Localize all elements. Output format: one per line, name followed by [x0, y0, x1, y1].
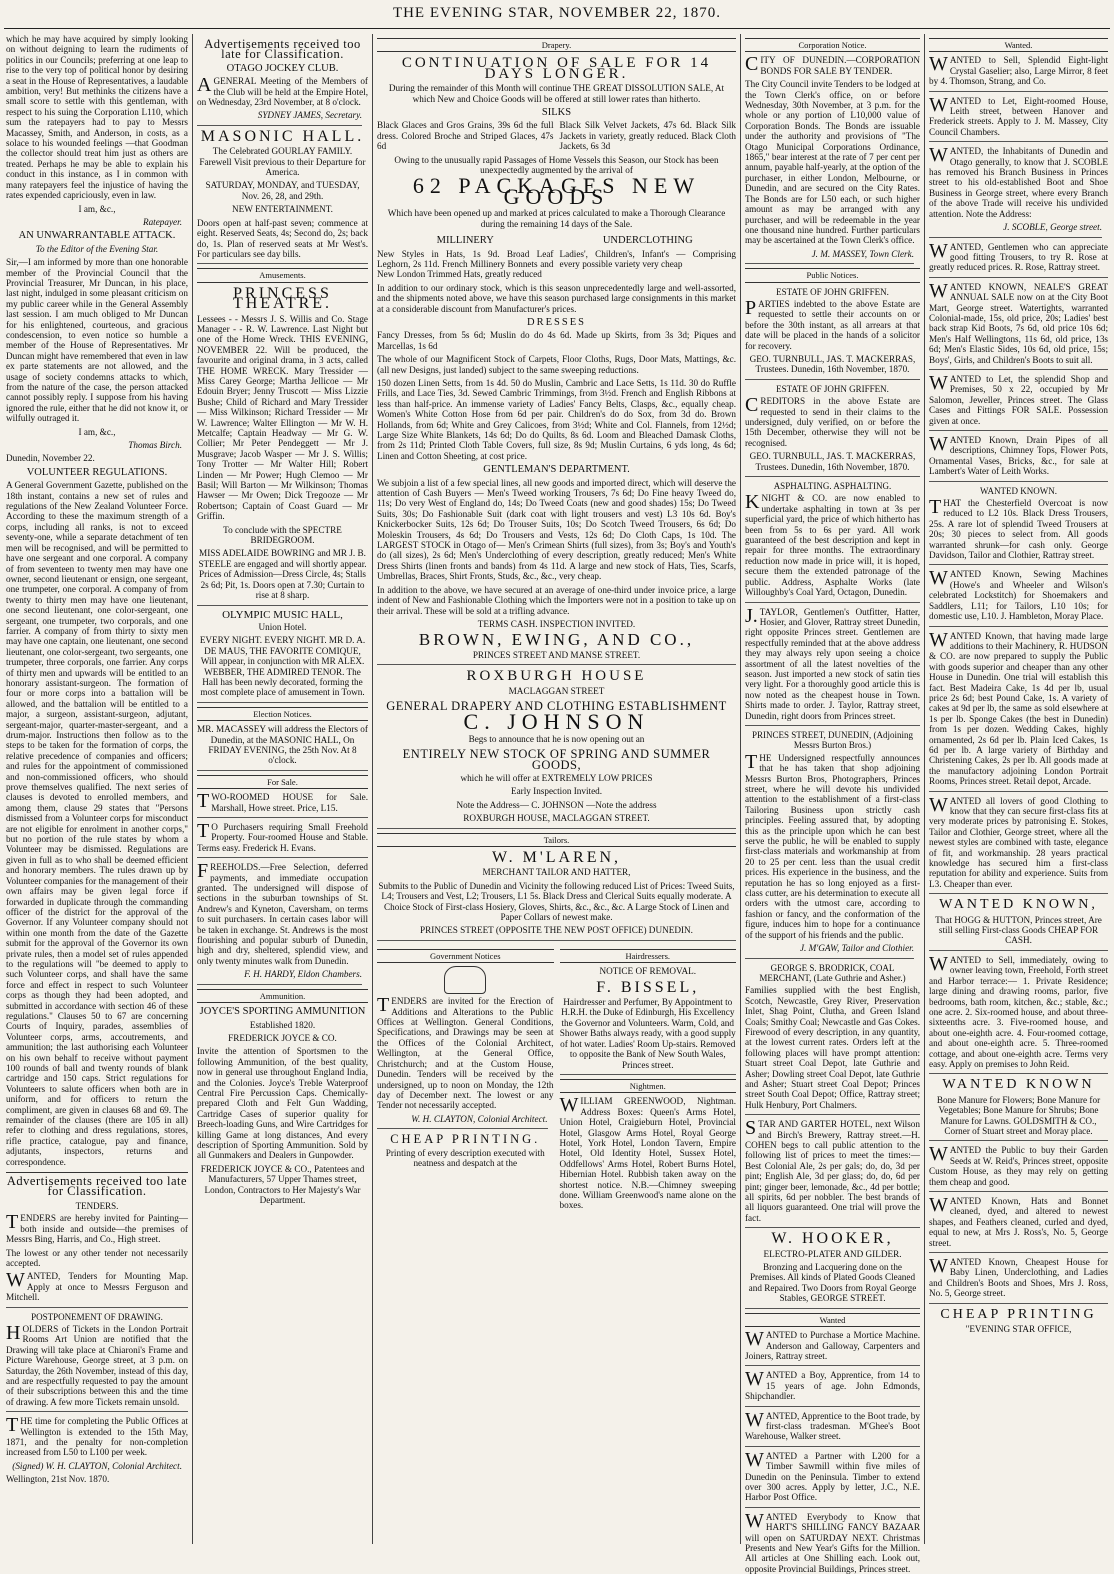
olympic-heading: OLYMPIC MUSIC HALL,	[222, 608, 343, 621]
hairdresser-name: F. BISSEL,	[596, 978, 700, 996]
wanted-ad-7: WANTED Known, Drain Pipes of all descriptions, Chimney Tops, Flower Pots, Ornamental Vases, Bricks, &c., for sale at Lambert's Water of Leith Works.	[929, 435, 1108, 482]
election-section: Election Notices.	[197, 707, 368, 721]
johnson-note-address: Note the Address— C. JOHNSON —Note the address	[456, 799, 657, 810]
wanted-ad-10: WANTED Known, that having made large additions to their Machinery, R. HUDSON & CO. are now prepared to supply the Public with goods superior and cheaper than any other House in Dunedin. One trial will establish this fact. Best Madeira Cake, 1s 4d per lb, usual price 2s 6d; best Pound Cake, 1s. A variety of cakes at 9d per lb, the same as sold elsewhere at 1s per lb. Sponge Cakes (the best in Dunedin) from 1s per dozen. Wedding Cakes, highly ornamented, 2s 6d per lb. Plain Iced Cakes, 1s 6d per lb. A large variety of Birthday and Christening Cakes, 2s per lb. All goods made at the manufactory adjoining London Portrait Rooms, Princes street. Retail depot, Arcade.	[929, 631, 1108, 792]
column-2	[197, 34, 368, 1546]
ammunition-established: Established 1820.	[249, 1019, 316, 1030]
volunteer-body: A General Government Gazette, published on the 18th instant, contains a new set of rules and regulations of the New Zealand Volunteer Force. According to these the maximum strength of a corps, including all ranks, is not to exceed seventy-one, while a separate detachment of ten men will be recognised, and will be permitted to have one sergeant and one corporal. A company of from seventeen to twenty men may have one owner, second lieutenant or ensign, one sergeant, one trumpeter, one corporal. A company of from twenty to thirty men may have one lieutenant, one second lieutenant, one color-sergeant, one sergeant, one trumpeter, two corporals, and one farrier. A company of from thirty to sixty men may have one captain, one lieutenant, one second lieutenant, one color-sergeant, two sergeants, one trumpeter, three corporals, one farrier. Any corps of thirty men and upwards will be entitled to an honorary assistant-surgeon. The formation of four or more corps into a battalion will be allowed, and the battalion will be entitled to a major, a surgeon, assistant-surgeon, adjutant, sergeant-major, quarter-master-sergeant, and a drum-major. Instructions then follow as to the steps to be taken for the formation of corps, the relative precedence of companies and officers; and rules for the appointment of commissioned and non-commissioned officers, who should prove themselves qualified. The next series of clauses is devoted to enrolled members, and among them, clause 29 states that "Persons dismissed from a Volunteer corps for misconduct are not eligible for enrolment in another corps," but no portion of the rule states by whom a Volunteer may be dismissed. Regulations are given in full as to who shall be deemed efficient and honorary members. The rules drawn up by Volunteer companies for the management of their own affairs may be given legal force if forwarded in duplicate through the commanding officer of the district for the approval of the Governor. If any Volunteer company should not within one month from the date of the Gazette submit for the approval of the Governor its own private rules, then a model set of rules appended to the regulations will "be deemed to apply to such Volunteer corps, and shall have the same force and effect in respect to such Volunteer corps as though they had been adopted, and submitted in accordance with section 46 of these regulations." Clauses 50 to 67 are concerning Courts of Inquiry, parades, assemblies of Volunteer corps, arms, accoutrements, and ammunition; the last authorising each Volunteer on his own behalf to receive without payment 100 rounds of ball and twenty rounds of blank cartridge and 150 caps. Strict regulations for Volunteers to salute officers when both are in uniform, and for officers to return the compliment, are given in clauses 68 and 69. The remainder of the clauses (there are 105 in all) refer to clothing and dress regulations, stores, rifle practice, catalogue, pay and finance, adjutants, inspectors, returns and correspondence.	[6, 480, 188, 1167]
time-extension-signature: (Signed) W. H. CLAYTON, Colonial Architect.	[12, 1460, 182, 1471]
time-extension-date: Wellington, 21st Nov. 1870.	[6, 1474, 110, 1485]
hairdresser-title: NOTICE OF REMOVAL.	[599, 966, 697, 977]
johnson-early: Early Inspection Invited.	[510, 786, 603, 797]
wanted-known-heading: WANTED KNOWN.	[980, 485, 1057, 496]
ammunition-signature: FREDERICK JOYCE & CO., Patentees and Manufacturers, 57 Upper Thames street, London, Contractors to Her Majesty's War Department.	[200, 1163, 365, 1205]
princess-theatre-heading: PRINCESS THEATRE.	[232, 284, 333, 313]
nightmen-section: Nightmen.	[560, 1079, 737, 1093]
taylor-ad: J.TAYLOR, Gentlemen's Outfitter, Hatter, Hosier, and Glover, Rattray street Dunedin, right opposite Princes street. Gentlemen are respectfully reminded that at the above address they may always rely upon seeing a choice assortment of all the latest novelties of the season. Just imported a new stock of satin ties very light. For a thoroughly good article this is now noted as the cheapest house in Town. Shirts made to order. J. Taylor, Rattray street, Dunedin, right doors from Princes street.	[745, 607, 920, 726]
silks-left: Black Glaces and Gros Grains, 39s 6d the full dress. Colored Broche and Striped Glaces, 47s 6d	[377, 120, 554, 152]
public-notices-section: Public Notices.	[745, 268, 920, 282]
cheap-printing-heading: CHEAP PRINTING	[940, 1306, 1097, 1322]
johnson-announce: Begs to announce that he is now opening out an	[468, 733, 645, 744]
tailors-section: Tailors.	[377, 833, 736, 847]
government-signature: W. H. CLAYTON, Colonial Architect.	[377, 1114, 548, 1129]
letter-body: which he may have acquired by simply looking on without deigning to learn the rudiments of politics in our Councils; preferring at one leap to rise to the very top of political honor by desiring a seat in the House of Representatives, a laudable ambition, very! But methinks the citizens have a small score to settle with this gentleman, with respect to his suing the Corporation L110, which sum the ratepayers had to pay to Messrs Macassey, Smith, and Anderson, in costs, as a solace to his wounded feelings —that Goodman the collector should treat him just as others are treated. Perhaps he may be able to explain his conduct in this instance, as I in common with many ratepayers feel the injustice of having the rates expended capriciously, even in law.	[6, 34, 188, 201]
column-5	[929, 34, 1108, 1546]
column-rule	[192, 34, 193, 1544]
postponement-ad: HOLDERS of Tickets in the London Portrait Rooms Art Union are notified that the Drawing will take place at Chiaroni's Frame and Picture Warehouse, George street, at 3 p.m. on Saturday, the 26th November, instead of this day, and are respectfully requested to pay the amount of their subscriptions between this and the time of drawing. A few more Tickets remain unsold.	[6, 1324, 188, 1412]
millinery-body: New Styles in Hats, 1s 9d. Broad Leaf Leghorn, 2s 11d. French Millinery Bonnets and New London Trimmed Hats, greatly reduced	[377, 248, 554, 280]
letter-signature: Ratepayer.	[142, 216, 182, 227]
wanted-ad-3: WANTED, Apprentice to the Boot trade, by first-class tradesman. M'Ghee's Boot Warehouse, Walker street.	[745, 1411, 920, 1447]
attack-date: Dunedin, November 22.	[6, 453, 95, 464]
mgaw-body: THE Undersigned respectfully announces that he has taken that shop adjoining Messrs Burton Bros, Photographers, Princes street, where he will devote his undivided attention to the establishment of a first-class Tailoring Business upon strictly cash principles. Feeling assured that, by adopting this as the principle upon which he can best serve the public, he will be enabled to supply first-class materials and workmanship at from 20 to 25 per cent. less than the usual credit prices. His experience in the business, and the reputation he has so long enjoyed as a first-class cutter, are his determination to execute all orders with the utmost care, according to fashion or fancy, and the conformation of the figure, induces him to hope for a continuance of the support of his friends and the public.	[745, 750, 920, 940]
gents-end: In addition to the above, we have secured at an average of one-third under invoice price, a large indent of New and Fashionable Clothing which the Importers were not in a position to take up on their arrival. These will be sold at a trifling advance.	[377, 584, 736, 616]
forsale-ad-3: FREEHOLDS.—Free Selection, deferred payments, and immediate occupation granted. The undersigned will dispose of sections in the suburban townships of St. Andrew's and Kyneton, Caversham, on terms to suit purchasers. In certain cases labor will be taken in exchange. St. Andrews is the most flourishing and popular suburb of Dunedin, high and dry, sheltered, splendid view, and only twenty minutes walk from Dunedin.	[197, 860, 368, 966]
wanted-ad-9: WANTED Known, Sewing Machines (Howe's and Wheeler and Wilson's celebrated Lockstitch) for Shoemakers and Saddlers, L11; for Tailors, L10 10s; for domestic use, L10. J. Hambleton, Moray Place.	[929, 569, 1108, 626]
wanted-ad-4: WANTED, Gentlemen who can appreciate good fitting Trousers, to try R. Rose at greatly reduced prices. R. Rose, Rattray street.	[929, 242, 1108, 278]
tenders-note: The lowest or any other tender not necessarily accepted.	[6, 1247, 188, 1268]
brown-ewing-address: PRINCES STREET AND MANSE STREET.	[377, 650, 736, 665]
wanted-ad-15: WANTED the Public to buy their Garden Seeds at W. Reid's, Princes street, opposite Custom House, as they may rely on getting them cheap and good.	[929, 1145, 1108, 1192]
estate-1-body: PARTIES indebted to the above Estate are requested to settle their accounts on or before the 30th instant, as all arrears at that date will be placed in the hands of a solicitor for recovery.	[745, 296, 920, 351]
hooker-name: W. HOOKER,	[771, 1230, 894, 1248]
wanted-ad-11: WANTED all lovers of good Clothing to know that they can secure first-class fits at very moderate prices by patronising E. Stokes, Tailor and Clothier, George street, where all the newest styles are combined with taste, elegance of fit, and workmanship. 28 years practical knowledge has secured him a first-class reputation for ability and experience. Suits from L3. Cheaper than ever.	[929, 796, 1108, 895]
time-extension-ad: THE time for completing the Public Offices at Wellington is extended to the 15th May, 1871, and the penalty for non-completion increased from L50 to L100 per week.	[6, 1414, 188, 1458]
princess-theatre-body: Lessees - - Messrs J. S. Willis and Co. Stage Manager - - R. W. Lawrence. Last Night but one of the Home Wreck. THIS EVENING, NOVEMBER 22. Will be produced, the favourite and original drama, in 3 acts, called THE HOME WRECK. Mary Tressider — Miss Carey George; Martha Jellicoe — Mr Edouin Bryer; Jenny Truscott — Miss Lizzie Bushe; Child of Richard and Mary Tressider — Miss Wilkinson; Richard Tressider — Mr W. Lawrence; Walter Ellington — Mr W. H. Metcalfe; Captain Headway — Mr G. W. Collier; Mr Peter Pendeggett — Mr J. Musgrave; Jacob Wasper — Mr J. S. Willis; Tony Trotter — Mr Walter Hill; Robert Linden — Mr Power; Hugh Clemoo — Mr Basil; Will Barton — Mr Wilkinson; Thomas Hawser — Mr Owen; Dick Tregooze — Mr Robertson; Captain of Coast Guard — Mr Griffin.	[197, 313, 368, 522]
olympic-sub: Union Hotel.	[258, 621, 307, 632]
election-ad: MR. MACASSEY will address the Electors of Dunedin, at the MASONIC HALL, On FRIDAY EVENING, the 25th Nov. At 8 o'clock.	[197, 724, 368, 771]
maclaren-body: Submits to the Public of Dunedin and Vicinity the following reduced List of Prices: Tweed Suits, L4; Trousers and Vest, L2; Trousers, L1 5s. Black Dress and Clerical Suits equally moderate. A Choice Stock of First-class Hosiery, Gloves, Shirts, &c., &c., &c. A Large Stock of Linen and Paper Collars of newest make.	[378, 880, 735, 923]
volunteer-headline: VOLUNTEER REGULATIONS.	[26, 466, 168, 478]
underclothing-heading: UNDERCLOTHING	[602, 235, 693, 247]
corporation-section: Corporation Notice.	[745, 38, 920, 52]
masthead-rule	[4, 28, 1110, 29]
linen-list: 150 dozen Linen Setts, from 1s 4d. 50 do Muslin, Cambric and Lace Setts, 1s 11d. 30 do Ruffle Frills, and Lace Ties, 3d. Sewed Cambric Trimmings, from 3½d. French and English Ribbons at less than half-price. An immense variety of Ladies' Fancy Belts, Clasps, &c., equally cheap. Women's White Cotton Hose from 6d per pair. Children's do do Sox, from 3d do. Brown Hollands, from 6d; White and Grey Calicoes, from 3½d; White and Col. Flannels, from 12½d; Large Size White Blankets, 14s 6d; Do do Quilts, 8s 6d. Loom and Bleached Damask Cloths, from 2s 11d; Printed Cloth Table Covers, full size, 8s 9d; Muslin Curtains, 6 yds long, 4s 6d; Linen and Cotton Sheeting, at cost price.	[377, 377, 736, 461]
wanted-ad-6: WANTED to Let, the splendid Shop and Premises, 50 x 22, occupied by Mr Salomon, Jeweller, Princes street. The Glass Cases and Fittings FOR SALE. Possession given at once.	[929, 374, 1108, 431]
wanted-known-heading-3: WANTED KNOWN	[942, 1077, 1095, 1093]
brodrick-heading: GEORGE S. BRODRICK, COAL MERCHANT, (Late Guthrie and Asher.)	[759, 962, 906, 983]
late-ads-heading: Advertisements received too late for Classification.	[6, 1174, 188, 1199]
wanted-ad-16: WANTED Known, Hats and Bonnet cleaned, dyed, and altered to newest shapes, and Feathers cleaned, curled and dyed, equal to new, at Mrs J. Ross's, No. 5, George street.	[929, 1196, 1108, 1253]
owing-text: Owing to the unusually rapid Passages of Home Vessels this Season, our Stock has been unexpectedly augmented by the arrival of	[394, 154, 719, 176]
nightman-ad: WILLIAM GREENWOOD, Nightman. Address Boxes: Queen's Arms Hotel, Union Hotel, Craigieburn Hotel, Provincial Hotel, Glasgow Arms Hotel, Royal George Hotel, York Hotel, London Tavern, Empire Hotel, Old Identity Hotel, Sussex Hotel, Oddfellows' Arms Hotel, Robert Burns Hotel, Hibernian Hotel. Rubbish taken away on the shortest notice. N.B.—Chimney sweeping done. William Greenwood's name alone on the boxes.	[559, 1094, 736, 1211]
masonic-hall-heading: MASONIC HALL.	[200, 127, 365, 145]
carpets-text: The whole of our Magnificent Stock of Carpets, Floor Cloths, Rugs, Door Mats, Mattings, &c. (all new Designs, just landed) subject to the same sweeping reductions.	[377, 354, 736, 375]
wanted-ad-14: Bone Manure for Flowers; Bone Manure for Vegetables; Bone Manure for Shrubs; Bone Manure for Lawns. GOLDSMITH & CO., Corner of Stuart street and Moray place.	[929, 1095, 1108, 1142]
attack-addressee: To the Editor of the Evening Star.	[35, 243, 159, 254]
corporation-body: The City Council invite Tenders to be lodged at the Town Clerk's office, on or before Wednesday, 30th November, at 3 p.m. for the whole or any portion of L10,000 value of Corporation Bonds. The Bonds are issuable under the authority and provisions of "The Otago Municipal Corporations Ordinance, 1865," bear interest at the rate of 7 per cent per annum, payable half-yearly, at the option of the purchaser, in either London, Melbourne, or Dunedin, and are secured on the City Rates. The Bonds are for L50 each, or such higher amount as may be arranged with any purchaser, and will be redeemable in the year one thousand nine hundred. Further particulars may be ascertained at the Town Clerk's office.	[745, 79, 920, 246]
masonic-hall-days: SATURDAY, MONDAY, and TUESDAY, Nov. 26, 28, and 29th.	[205, 180, 360, 201]
wanted-map-ad: WANTED, Tenders for Mounting Map. Apply at once to Messrs Ferguson and Mitchell.	[6, 1271, 188, 1307]
roxburgh-heading: ROXBURGH HOUSE	[466, 668, 647, 685]
jockey-club-heading: OTAGO JOCKEY CLUB.	[226, 62, 339, 74]
attack-signature: Thomas Birch.	[128, 440, 182, 451]
hairdresser-body: Hairdresser and Perfumer, By Appointment to H.R.H. the Duke of Edinburgh, His Excellency the Governor and Volunteers. Warm, Cold, and Shower Baths always ready, with a good supply of hot water. Ladies' Room Up-stairs. Removed to opposite the Bank of New South Wales, Princes street.	[560, 997, 737, 1075]
attack-headline: AN UNWARRANTABLE ATTACK.	[18, 230, 176, 242]
ammunition-title: JOYCE'S SPORTING AMMUNITION	[199, 1006, 366, 1018]
jockey-club-signature: SYDNEY JAMES, Secretary.	[197, 110, 362, 125]
dresses-heading: DRESSES	[527, 316, 586, 328]
estate-1-heading: ESTATE OF JOHN GRIFFEN.	[776, 286, 889, 297]
millinery-heading: MILLINERY	[436, 235, 494, 247]
cheap-printing-office: "EVENING STAR OFFICE,	[965, 1324, 1072, 1335]
underclothing-body: Ladies', Children's, Infant's — Comprising every possible variety very cheap	[559, 248, 736, 269]
wanted-ad-17: WANTED Known, Cheapest House for Baby Linen, Underclothing, and Ladies and Children's Boots and Shoes, Mrs J. Ross, No. 5, George street.	[929, 1257, 1108, 1304]
asphalting-heading: ASPHALTING. ASPHALTING.	[773, 481, 892, 492]
postponement-heading: POSTPONEMENT OF DRAWING.	[31, 1311, 163, 1322]
entirely-new-heading: ENTIRELY NEW STOCK OF SPRING AND SUMMER GOODS,	[402, 747, 711, 772]
wanted-ad-1: WANTED to Purchase a Mortice Machine. Anderson and Galloway, Carpenters and Joiners, Rattray street.	[745, 1330, 920, 1366]
ammunition-section: Ammunition.	[197, 989, 368, 1003]
opened-text: Which have been opened up and marked at prices calculated to make a Thorough Clearance during the remaining 14 days of the Sale.	[387, 208, 726, 229]
estate-2-heading: ESTATE OF JOHN GRIFFEN.	[776, 383, 889, 394]
dresses-body: Fancy Dresses, from 5s 6d; Muslin do do 4s 6d. Made up Skirts, from 3s 3d; Piques and Marcellas, 1s 6d	[377, 330, 736, 351]
masonic-hall-entertainment: NEW ENTERTAINMENT.	[232, 204, 333, 215]
wanted-known-heading-2: WANTED KNOWN,	[939, 897, 1098, 913]
attack-close: I am, &c.,	[78, 426, 116, 437]
millinery-table	[377, 232, 736, 283]
column-1	[6, 34, 188, 1546]
olympic-body: EVERY NIGHT. EVERY NIGHT. MR D. A. DE MAUS, THE FAVORITE COMIQUE, Will appear, in conjunction with MR ALEX. WEBBER, THE ADMIRED TENOR. The Hall has been newly decorated, forming the most complete place of amusement in Town.	[197, 635, 368, 702]
government-ad: TENDERS are invited for the Erection of Additions and Alterations to the Public Offices at Wellington. General Conditions, Specifications, and Drawings may be seen at the Offices of the Colonial Architect, Wellington, at the General Office, Christchurch; and at the Custom House, Dunedin. Tenders will be received by the undersigned, up to noon on Monday, the 12th day of December next. The lowest or any Tender not necessarily accepted.	[377, 994, 554, 1111]
forsale-section: For Sale.	[197, 775, 368, 789]
cheap-printing-heading: CHEAP PRINTING.	[390, 1132, 541, 1147]
wanted-ad-2: WANTED a Boy, Apprentice, from 14 to 15 years of age. John Edmonds, Shipchandler.	[745, 1370, 920, 1406]
silks-heading: SILKS	[541, 107, 572, 119]
wanted-section: Wanted	[745, 1313, 920, 1327]
hairdressers-section: Hairdressers.	[560, 949, 737, 963]
brodrick-body: Families supplied with the best English, Scotch, Newcastle, Grey River, Preservation Inlet, Shag Point, Clutha, and Green Island Coals; Smithy Coal; Newcastle and Gas Cokes. Firewood of every description, in any quantity, at the lowest current rates. Orders left at the following places will have prompt attention: Stuart street Coal Depot, late Guthrie and Asher; Dowling street Coal Depot, late Guthrie and Asher; Stuart street Coal Depot; Princes street South Coal Depot; Office, Rattray street; Hulk Henbury, Port Chalmers.	[745, 985, 920, 1115]
wanted-ad-8: THAT the Chesterfield Overcoat is now reduced to L2 10s. Black Dress Trousers, 25s. A rare lot of splendid Tweed Trousers at 20s; 30 pieces to select from. All goods warranted shrunk—for cash only. George Davidson, Tailor and Clothier, Rattray street.	[929, 498, 1108, 565]
ammunition-firm: FREDERICK JOYCE & CO.	[228, 1032, 337, 1043]
wanted-ad-4: WANTED a Partner with L200 for a Timber Sawmill within five miles of Dunedin on the Peninsula. Timber to extend over 300 acres. Apply by letter, J.C., N.E. Harbor Post Office.	[745, 1451, 920, 1508]
johnson-offer: which he will offer at EXTREMELY LOW PRICES	[460, 772, 653, 783]
masonic-hall-sub: The Celebrated GOURLAY FAMILY. Farewell Visit previous to their Departure for America.	[199, 146, 366, 178]
attack-body: Sir,—I am informed by more than one honorable member of the Provincial Council that the Provincial Treasurer, Mr Duncan, in his place, last night, indulged in some pleasant criticism on my public career while in the General Assembly last session. I am much obliged to Mr Duncan for his enlightened, courteous, and gracious condescension, to even notice so humble a member of the House of Representatives. Mr Duncan might have remembered that even in law ex parte statements are not allowed, and the usage of society condemns attacks to which, from the nature of the case, the person attacked cannot possibly reply. I suppose from his having ignored the rule, either that he did not know it, or wilfully outraged it.	[6, 257, 188, 424]
asphalting-ad: KNIGHT & CO. are now enabled to undertake asphalting in town at 3s per superficial yard, the price of which hitherto has been from 5s to 6s per yard. All work guaranteed of the best description and kept in repair for three months. The extraordinary reduction now made in price will, it is hoped, secure them the extended patronage of the public. Address, Asphalte Works (late Willoughby's Coal Yard, Octagon, Dunedin.	[745, 493, 920, 602]
roxburgh-street: MACLAGGAN STREET	[508, 685, 605, 696]
royal-crest-icon	[444, 966, 486, 994]
estate-2-body: CREDITORS in the above Estate are requested to send in their claims to the undersigned, duly verified, on or before the 15th December, otherwise they will not be recognised.	[745, 394, 920, 448]
general-drapery-heading: GENERAL DRAPERY AND CLOTHING ESTABLISHMENT	[386, 698, 727, 713]
bottom-split	[377, 945, 736, 1214]
wanted-ad-3-signature: J. SCOBLE, George street.	[929, 222, 1102, 237]
corporation-signature: J. M. MASSEY, Town Clerk.	[745, 249, 914, 264]
jockey-club-ad: AGENERAL Meeting of the Members of the Club will be held at the Empire Hotel, on Wednesday, 23rd November, at 8 o'clock.	[197, 74, 368, 108]
gents-heading: GENTLEMAN'S DEPARTMENT.	[483, 464, 630, 476]
forsale-ad-3-signature: F. H. HARDY, Eldon Chambers.	[197, 969, 362, 984]
government-section: Government Notices	[377, 949, 554, 963]
johnson-roxburgh-address: ROXBURGH HOUSE, MACLAGGAN STREET.	[377, 813, 736, 828]
silks-table	[377, 120, 736, 154]
column-rule	[924, 34, 925, 1544]
column-4	[745, 34, 920, 1574]
princess-theatre-extra: MISS ADELAIDE BOWRING and MR J. B. STEELE are engaged and will shortly appear. Prices of Admission—Dress Circle, 4s; Stalls 2s 6d; Pit, 1s. Doors open at 7.30; Curtain to rise at 8 sharp.	[197, 548, 368, 605]
maclaren-address: PRINCES STREET (OPPOSITE THE NEW POST OFFICE) DUNEDIN.	[377, 925, 736, 940]
wanted-ad-1: WANTED to Sell, Splendid Eight-light Crystal Gaselier; also, Large Mirror, 8 feet by 4. Thomson, Strang, and Co.	[929, 55, 1108, 91]
tenders-ad: TENDERS are hereby invited for Painting—both inside and outside—the premises of Messrs Bing, Harris, and Co., High street.	[6, 1211, 188, 1245]
column-3	[377, 34, 736, 1546]
wanted-section: Wanted.	[929, 38, 1108, 52]
packages-headline: 62 PACKAGES NEW GOODS	[412, 173, 701, 209]
terms-text: TERMS CASH. INSPECTION INVITED.	[477, 618, 636, 629]
wanted-ad-5: WANTED KNOWN, NEALE'S GREAT ANNUAL SALE now on at the City Boot Mart, George street. Watertights, warranted Colonial-made, 15s, old price, 20s; Ladies' best back strap Kid Boots, 7s 6d, old price 10s 6d; Men's Half Wellingtons, 11s 6d, old price, 13s 6d; Men's Elastic Sides, 10s 6d, old price, 15s; Boys', Girls, and Children's Boots to suit all.	[929, 282, 1108, 370]
hooker-sub: ELECTRO-PLATER AND GILDER.	[763, 1248, 902, 1259]
forsale-ad-2: TO Purchasers requiring Small Freehold Property. Four-roomed House and Stable. Terms easy. Frederick H. Evans.	[197, 822, 368, 858]
johnson-name: C. JOHNSON	[463, 709, 650, 735]
column-rule	[372, 34, 373, 1544]
silks-right: Black Silk Velvet Jackets, 47s 6d. Black Silk Jackets in variety, greatly reduced. Black Cloth Jackets, 6s 3d	[559, 120, 736, 152]
late-ads-heading: Advertisements received too late for Classification.	[204, 37, 361, 62]
estate-1-signature: GEO. TURNBULL, JAS. T. MACKERRAS, Trustees. Dunedin, 16th November, 1870.	[745, 354, 920, 380]
brown-ewing-name: BROWN, EWING, AND CO.,	[418, 630, 695, 650]
hooker-body: Bronzing and Lacquering done on the Premises. All kinds of Plated Goods Cleaned and Repaired. Two Doors from Royal George Stables, GEORGE STREET.	[745, 1262, 920, 1309]
mgaw-signature: J. M'GAW, Tailor and Clothier.	[745, 943, 914, 958]
star-garter-ad: STAR AND GARTER HOTEL, next Wilson and Birch's Brewery, Rattray street.—H. COHEN begs to call public attention to the following list of prices to meet the times:—Best Colonial Ale, 2s per gals; do, do, 3d per pint; English Ale, 3d per glass; do, do, 6d per pint; ginger beer, lemonade, &c., 4d per bottle; all spirits, 6d per nobbler. The best brands of all liquors guaranteed. One trial will prove the fact.	[745, 1119, 920, 1228]
gents-body: We subjoin a list of a few special lines, all new goods and imported direct, which will deserve the attention of Cash Buyers — Men's Tweed working Trousers, 7s 6d; Do Fine heavy Tweed do, 11s; Do very West of England do, 14s; Do Tweed Coats (new and good shades) 15s; Do Tweed Suits, 30s; Do Fashionable Suit (dark coat with light trousers and vest) L3 10s 6d. Boy's Knickerbocker Suits, 12s 6d; Do Trouser Suits, 10s; Do Scotch Tweed Trousers, 6s 6d; Do Moleskin Trousers, 4s 6d; Do Trousers and Vests, 12s 6d; Do Cloth Caps, 1s 10d. The LARGEST STOCK in Otago of— Men's Crimean Shirts (full sizes), from 3s; Boy's and Youth's do (all sizes), 2s 6d; Men's Underclothing of every description, greatly reduced; Men's White Dress Shirts (linen fronts and bands) from 4s 11d. A large and new stock of Hats, Ties, Scarfs, Umbrellas, Braces, Shirt Fronts, Studs, &c., &c., very cheap.	[377, 477, 736, 582]
ammunition-body: Invite the attention of Sportsmen to the following Ammunition, of the best quality, now in general use throughout England India, and the Colonies. Joyce's Treble Waterproof Central Fire Percussion Caps. Chemically-prepared Cloth and Felt Gun Wadding, Cartridge Cases of superior quality for Breech-loading Guns, and Wire Cartridges for killing Game at long distances, And every description of Sporting Ammunition. Sold by all Gunmakers and Dealers in Gunpowder.	[197, 1046, 368, 1161]
drapery-section: Drapery.	[377, 38, 736, 52]
maclaren-sub: MERCHANT TAILOR AND HATTER,	[482, 867, 631, 878]
estate-2-signature: GEO. TURNBULL, JAS. T. MACKERRAS, Trustees. Dunedin, 16th November, 1870.	[745, 451, 920, 477]
addition-text: In addition to our ordinary stock, which is this season unprecedentedly large and well-assorted, and the shipments noted above, we have this season purchased large consignments in this market at a considerable discount from Manufacturer's prices.	[377, 282, 736, 314]
princess-theatre-conclude: To conclude with the SPECTRE BRIDEGROOM.	[223, 524, 342, 546]
masonic-hall-body: Doors open at half-past seven; commence at eight. Reserved Seats, 4s; Second do, 2s; back do, 1s. Plan of reserved seats at Mr West's. For particulars see day bills.	[197, 218, 368, 265]
wanted-ad-5: WANTED Everybody to Know that HART'S SHILLING FANCY BAZAAR will open on SATURDAY NEXT. Christmas Presents and New Year's Gifts for the Million. All articles at One Shilling each. Look out, opposite Provincial Buildings, Princes street.	[745, 1509, 920, 1574]
wanted-ad-2: WANTED to Let, Eight-roomed House, Leith street, between Hanover and Frederick streets. Apply to J. M. Massey, City Council Chambers.	[929, 96, 1108, 143]
wanted-ad-12: That HOGG & HUTTON, Princes street, Are still selling First-class Goods CHEAP FOR CASH.	[929, 915, 1108, 951]
maclaren-name: W. M'LAREN,	[491, 849, 622, 866]
letter-close: I am, &c.,	[78, 203, 116, 214]
amusements-section: Amusements.	[197, 268, 368, 282]
column-rule	[740, 34, 741, 1544]
masthead: THE EVENING STAR, NOVEMBER 22, 1870.	[392, 5, 722, 21]
wanted-ad-3: WANTED, the Inhabitants of Dunedin and Otago generally, to know that J. SCOBLE has removed his Branch Business in Princes street to his old-established Boot and Shoe Business in George street, where every Branch of the above Trade will receive his undivided attention. Note the Address:	[929, 144, 1108, 219]
mgaw-heading: PRINCES STREET, DUNEDIN, (Adjoining Messrs Burton Bros.)	[751, 729, 914, 751]
continuation-heading: CONTINUATION OF SALE FOR 14 DAYS LONGER.	[401, 55, 712, 82]
cheap-printing-body: Printing of every description executed with neatness and despatch at the	[385, 1147, 545, 1168]
continuation-body: During the remainder of this Month will continue THE GREAT DISSOLUTION SALE, At which New and Choice Goods will be offered at still lower rates than hitherto.	[388, 83, 725, 104]
forsale-ad-1: TWO-ROOMED HOUSE for Sale. Marshall, Howe street. Price, L15.	[197, 792, 368, 818]
tenders-heading: TENDERS.	[75, 1200, 119, 1211]
wanted-ad-13: WANTED to Sell, immediately, owing to owner leaving town, Freehold, Forth street and Harbor terrace:— 1. Private Residence; large dining and drawing rooms, parlor, five bedrooms, bath room, kitchen, &c.; stable, &c.; one acre. 2. Six-roomed house, and about three-sixteenths acre. 3. Five-roomed house, and about one-eighth acre. 4. Four-roomed cottage, and about one-eighth acre. 5. Three-roomed cottage, and about one-eighth acre. Terms very easy. Apply on premises to John Reid.	[929, 955, 1108, 1074]
corporation-title: CITY OF DUNEDIN.—CORPORATION BONDS FOR SALE BY TENDER.	[745, 53, 920, 76]
